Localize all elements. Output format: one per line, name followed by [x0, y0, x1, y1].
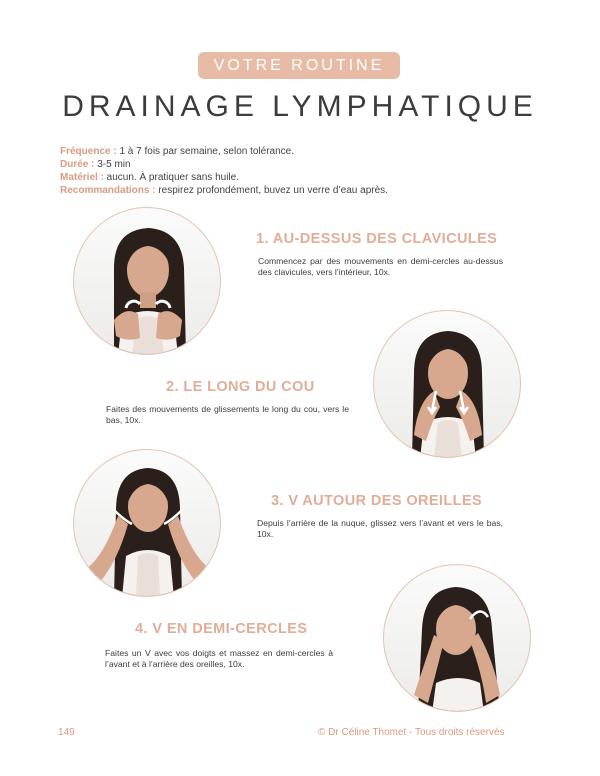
step-4-title: 4. V EN DEMI-CERCLES: [135, 621, 308, 637]
info-label: Fréquence :: [60, 146, 117, 157]
info-label: Durée :: [60, 159, 95, 170]
step-4-photo: [383, 564, 531, 712]
info-label: Recommandations :: [60, 185, 156, 196]
info-frequency: [60, 145, 388, 158]
info-recommendations: [60, 184, 388, 197]
step-2-title: 2. LE LONG DU COU: [166, 379, 315, 395]
routine-badge: VOTRE ROUTINE: [198, 52, 400, 79]
step-3-title: 3. V AUTOUR DES OREILLES: [271, 493, 483, 509]
copyright-notice: © Dr Céline Thomet - Tous droits réservés: [318, 727, 505, 738]
step-3-text: Depuis l’arrière de la nuque, glissez vers l’avant et vers le bas, 10x.: [257, 518, 503, 539]
woman-hands-on-neck-photo: [374, 311, 521, 458]
woman-hands-on-collarbones-photo: [74, 208, 221, 355]
step-4-text: Faites un V avec vos doigts et massez en demi-cercles à l’avant et à l’arrière des oreilles, 10x.: [105, 648, 333, 669]
woman-fingers-v-around-ear-photo: [384, 565, 531, 712]
step-1-text: Commencez par des mouvements en demi-cercles au-dessus des clavicules, vers l’intérieur, 10x.: [258, 256, 503, 277]
info-label: Matériel :: [60, 172, 104, 183]
page-number: 149: [58, 727, 75, 738]
info-value: 1 à 7 fois par semaine, selon tolérance.: [116, 146, 295, 157]
step-2-photo: [373, 310, 521, 458]
step-3-photo: [73, 449, 221, 597]
page-title: DRAINAGE LYMPHATIQUE: [62, 90, 538, 123]
info-value: respirez profondément, buvez un verre d’eau après.: [155, 185, 388, 196]
info-duration: [60, 158, 388, 171]
step-1-title: 1. AU-DESSUS DES CLAVICULES: [256, 231, 498, 247]
info-material: [60, 171, 388, 184]
info-block: [60, 145, 388, 197]
step-1-photo: [73, 207, 221, 355]
info-value: 3-5 min: [94, 159, 131, 170]
step-2-text: Faites des mouvements de glissements le long du cou, vers le bas, 10x.: [106, 404, 349, 425]
info-value: aucun. À pratiquer sans huile.: [103, 172, 239, 183]
woman-hands-around-ears-photo: [74, 450, 221, 597]
